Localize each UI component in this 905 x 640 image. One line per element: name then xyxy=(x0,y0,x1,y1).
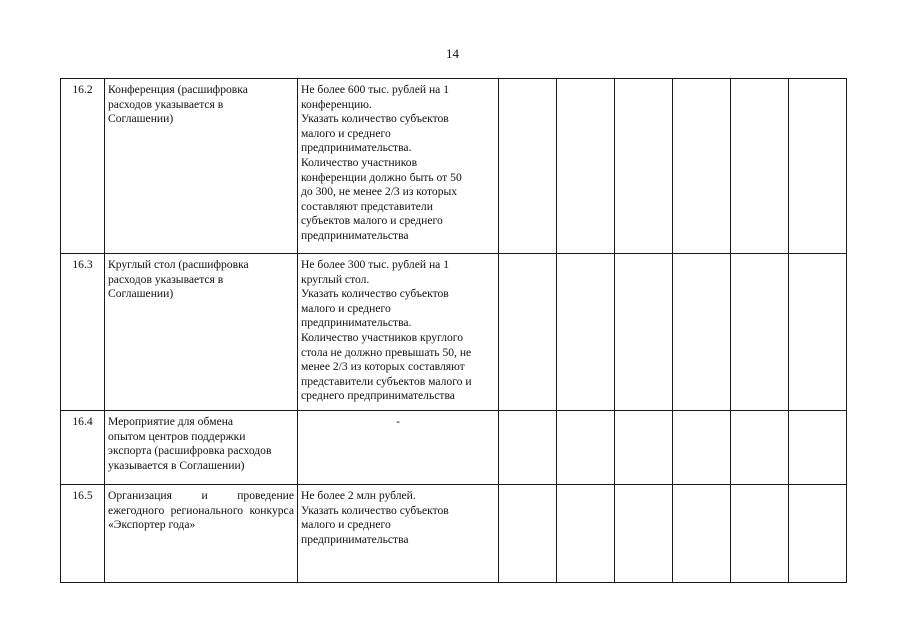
empty-cell xyxy=(789,79,847,254)
empty-cell xyxy=(499,411,557,485)
row-number: 16.2 xyxy=(61,79,105,254)
empty-cell xyxy=(557,254,615,411)
empty-cell xyxy=(673,485,731,583)
empty-cell xyxy=(615,411,673,485)
empty-cell xyxy=(731,79,789,254)
empty-cell xyxy=(789,411,847,485)
table-row xyxy=(61,254,847,411)
empty-cell xyxy=(499,79,557,254)
empty-cell xyxy=(615,79,673,254)
row-number: 16.3 xyxy=(61,254,105,411)
event-name: Организация и проведение ежегодного регионального конкурса «Экспортер года» xyxy=(105,485,298,583)
event-name: Круглый стол (расшифровка расходов указывается в Соглашении) xyxy=(105,254,298,411)
empty-cell xyxy=(789,485,847,583)
empty-cell xyxy=(789,254,847,411)
event-conditions: Не более 2 млн рублей. Указать количество субъектов малого и среднего предпринимательства xyxy=(298,485,499,583)
empty-cell xyxy=(673,411,731,485)
event-name: Конференция (расшифровка расходов указывается в Соглашении) xyxy=(105,79,298,254)
table-row xyxy=(61,79,847,254)
requirements-table xyxy=(60,78,847,583)
empty-cell xyxy=(673,79,731,254)
page-number: 14 xyxy=(446,46,459,61)
empty-cell xyxy=(731,254,789,411)
event-conditions: - xyxy=(298,411,499,485)
event-conditions: Не более 600 тыс. рублей на 1 конференцию. Указать количество субъектов малого и среднего предпринимательства. Количество участников конференции должно быть от 50 до 300, не менее 2/3 из которых составляют представители субъектов малого и среднего предпринимательства xyxy=(298,79,499,254)
empty-cell xyxy=(557,411,615,485)
row-number: 16.4 xyxy=(61,411,105,485)
empty-cell xyxy=(731,485,789,583)
table-row xyxy=(61,411,847,485)
row-number: 16.5 xyxy=(61,485,105,583)
empty-cell xyxy=(673,254,731,411)
empty-cell xyxy=(615,485,673,583)
event-conditions: Не более 300 тыс. рублей на 1 круглый стол. Указать количество субъектов малого и среднего предпринимательства. Количество участников круглого стола не должно превышать 50, не менее 2/3 из которых составляют представители субъектов малого и среднего предпринимательства xyxy=(298,254,499,411)
table-row xyxy=(61,485,847,583)
empty-cell xyxy=(557,485,615,583)
empty-cell xyxy=(499,485,557,583)
empty-cell xyxy=(499,254,557,411)
event-name: Мероприятие для обмена опытом центров поддержки экспорта (расшифровка расходов указывается в Соглашении) xyxy=(105,411,298,485)
empty-cell xyxy=(731,411,789,485)
empty-cell xyxy=(615,254,673,411)
empty-cell xyxy=(557,79,615,254)
